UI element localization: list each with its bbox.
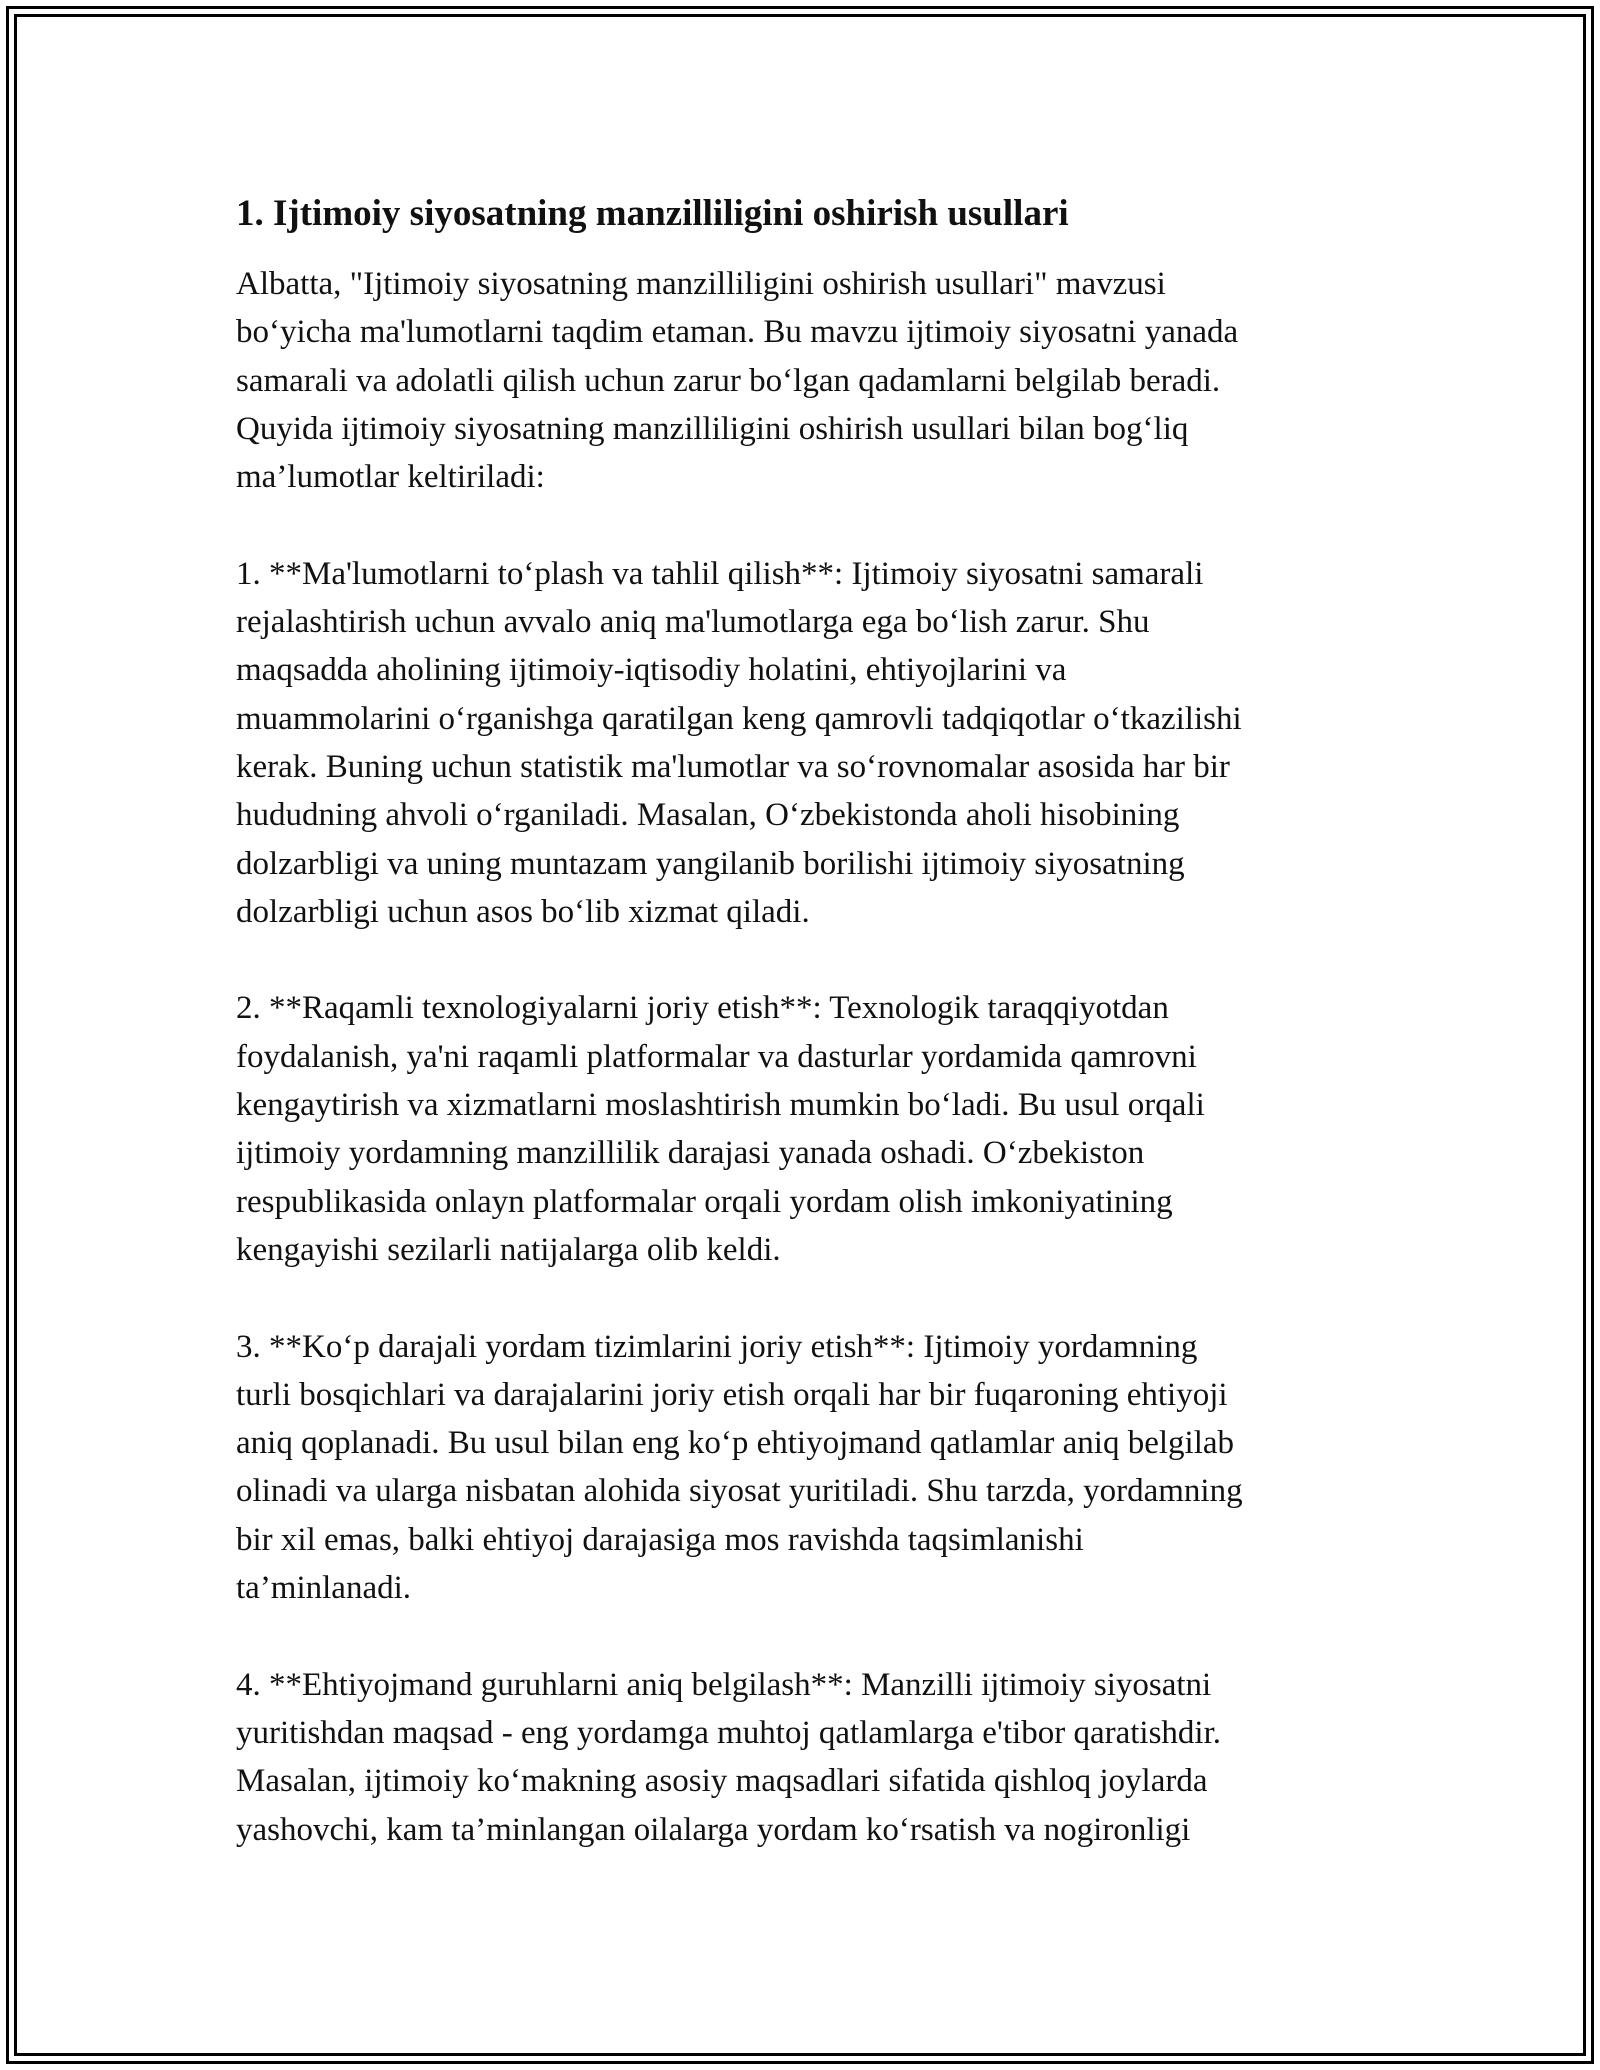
- text-line: foydalanish, ya'ni raqamli platformalar va dasturlar yordamida qamrovni: [236, 1038, 1197, 1075]
- document-body: [236, 190, 1366, 1902]
- text-line: ta’minlanadi.: [236, 1570, 412, 1607]
- paragraph-item-3: [236, 1323, 1366, 1613]
- text-line: dolzarbligi va uning muntazam yangilanib borilishi ijtimoiy siyosatning: [236, 845, 1185, 882]
- text-line: Masalan, ijtimoiy ko‘makning asosiy maqsadlari sifatida qishloq joylarda: [236, 1763, 1208, 1800]
- text-line: hududning ahvoli o‘rganiladi. Masalan, O‘zbekistonda aholi hisobining: [236, 797, 1180, 834]
- text-line: ijtimoiy yordamning manzillilik darajasi yanada oshadi. O‘zbekiston: [236, 1135, 1145, 1172]
- text-line: kengaytirish va xizmatlarni moslashtirish mumkin bo‘ladi. Bu usul orqali: [236, 1087, 1205, 1124]
- text-line: Albatta, "Ijtimoiy siyosatning manzilliligini oshirish usullari" mavzusi: [236, 266, 1166, 302]
- paragraph-item-1: [236, 550, 1366, 936]
- text-line: 2. **Raqamli texnologiyalarni joriy etish**: Texnologik taraqqiyotdan: [236, 990, 1169, 1027]
- text-line: Quyida ijtimoiy siyosatning manzilliligini oshirish usullari bilan bog‘liq: [236, 410, 1189, 447]
- text-line: yuritishdan maqsad - eng yordamga muhtoj qatlamlarga e'tibor qaratishdir.: [236, 1714, 1222, 1751]
- text-line: dolzarbligi uchun asos bo‘lib xizmat qiladi.: [236, 893, 810, 930]
- section-heading: 1. Ijtimoiy siyosatning manzilliligini oshirish usullari: [236, 193, 1069, 234]
- text-line: muammolarini o‘rganishga qaratilgan keng qamrovli tadqiqotlar o‘tkazilishi: [236, 700, 1242, 737]
- text-line: rejalashtirish uchun avvalo aniq ma'lumotlarga ega bo‘lish zarur. Shu: [236, 604, 1150, 641]
- text-line: kerak. Buning uchun statistik ma'lumotlar va so‘rovnomalar asosida har bir: [236, 748, 1230, 785]
- text-line: 3. **Ko‘p darajali yordam tizimlarini joriy etish**: Ijtimoiy yordamning: [236, 1328, 1198, 1365]
- text-line: bo‘yicha ma'lumotlarni taqdim etaman. Bu mavzu ijtimoiy siyosatni yanada: [236, 314, 1239, 351]
- text-line: ma’lumotlar keltiriladi:: [236, 459, 545, 496]
- text-line: aniq qoplanadi. Bu usul bilan eng ko‘p ehtiyojmand qatlamlar aniq belgilab: [236, 1425, 1235, 1462]
- paragraph-intro: [236, 260, 1366, 501]
- text-line: yashovchi, kam ta’minlangan oilalarga yordam ko‘rsatish va nogironligi: [236, 1811, 1191, 1848]
- paragraph-item-2: [236, 984, 1366, 1274]
- text-line: samarali va adolatli qilish uchun zarur bo‘lgan qadamlarni belgilab beradi.: [236, 362, 1221, 399]
- paragraph-item-4: [236, 1661, 1366, 1854]
- text-line: bir xil emas, balki ehtiyoj darajasiga mos ravishda taqsimlanishi: [236, 1521, 1084, 1558]
- text-line: 1. **Ma'lumotlarni to‘plash va tahlil qilish**: Ijtimoiy siyosatni samarali: [236, 555, 1204, 592]
- text-line: kengayishi sezilarli natijalarga olib keldi.: [236, 1231, 781, 1268]
- text-line: turli bosqichlari va darajalarini joriy etish orqali har bir fuqaroning ehtiyoji: [236, 1376, 1228, 1413]
- text-line: 4. **Ehtiyojmand guruhlarni aniq belgilash**: Manzilli ijtimoiy siyosatni: [236, 1666, 1212, 1703]
- text-line: olinadi va ularga nisbatan alohida siyosat yuritiladi. Shu tarzda, yordamning: [236, 1473, 1243, 1510]
- text-line: maqsadda aholining ijtimoiy-iqtisodiy holatini, ehtiyojlarini va: [236, 652, 1067, 689]
- text-line: respublikasida onlayn platformalar orqali yordam olish imkoniyatining: [236, 1183, 1173, 1220]
